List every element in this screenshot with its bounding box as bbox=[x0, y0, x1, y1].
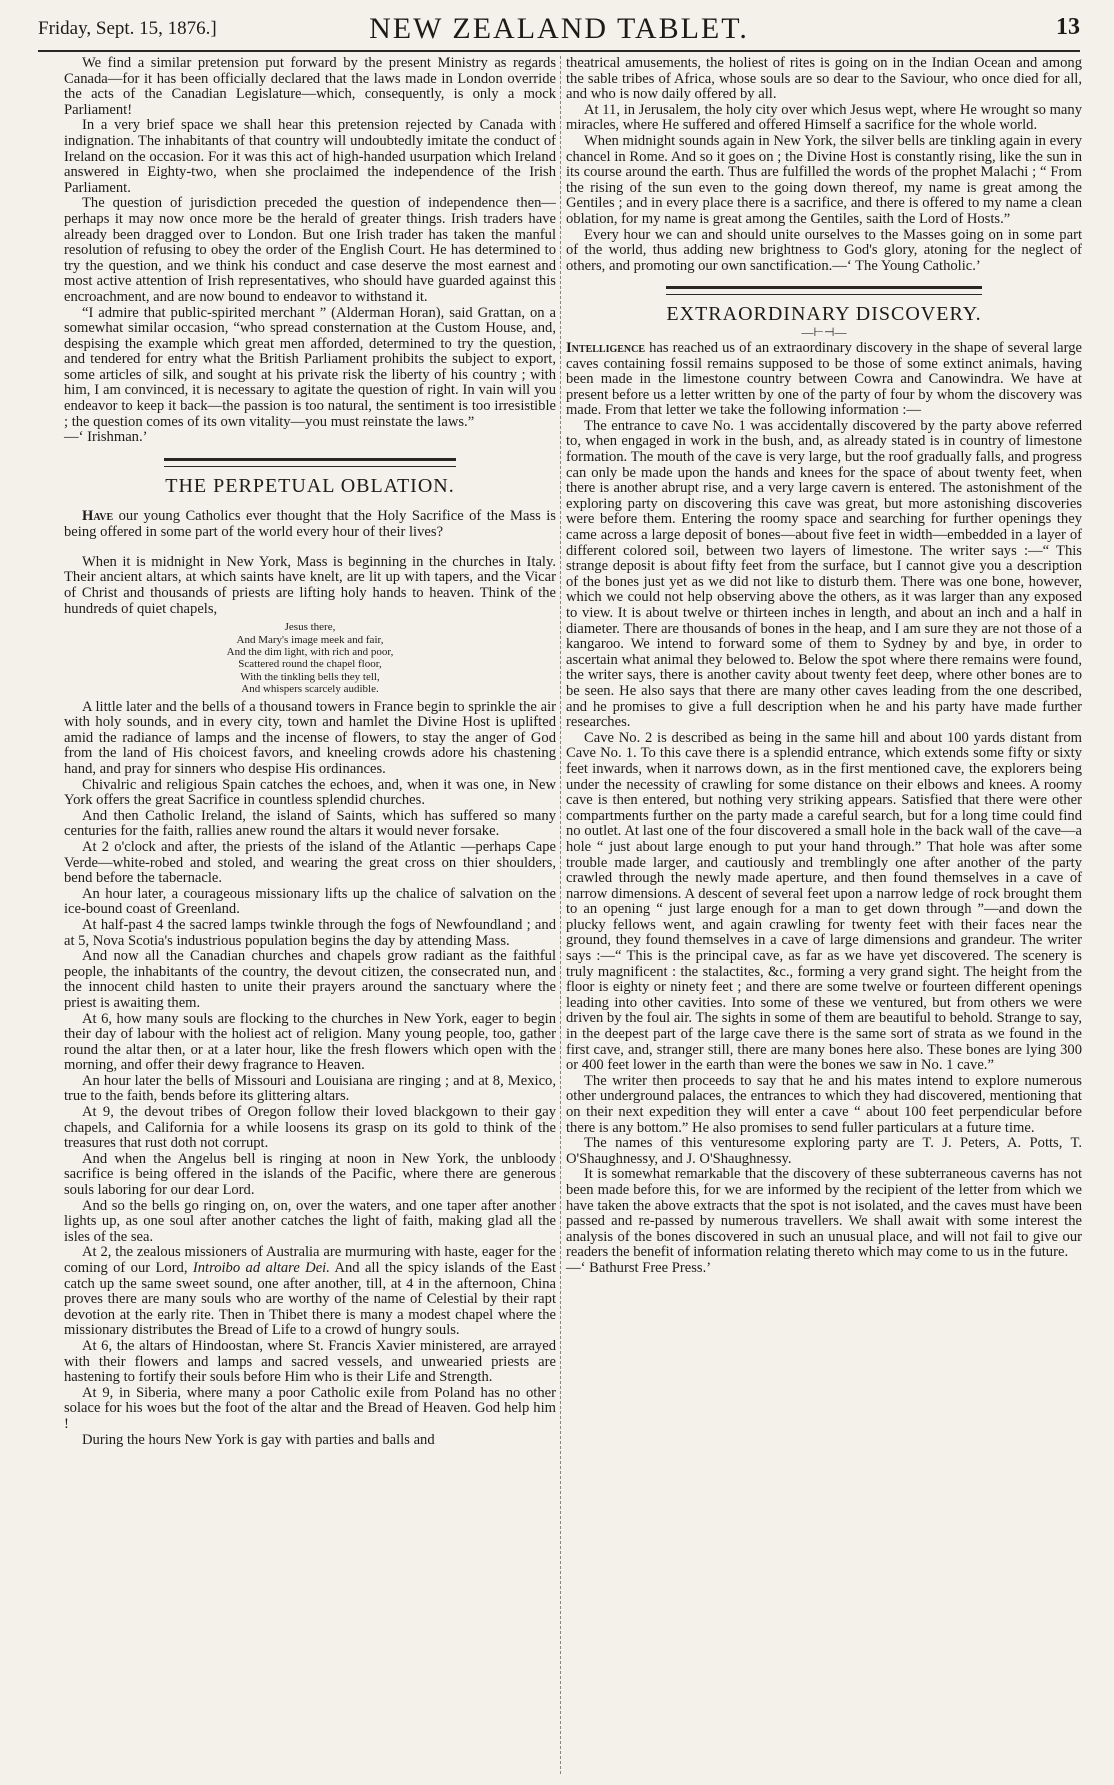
heading-ornament: —⊢⊣— bbox=[801, 324, 847, 339]
article-paragraph: And now all the Canadian churches and chapels grow radiant as the faithful people, the inhabitants of the country, the devout citizen, the consecrated nun, and the innocent child hasten to unite their prayers around the sanctuary where the priest is awaiting them. bbox=[64, 948, 556, 1011]
issue-date: Friday, Sept. 15, 1876.] bbox=[38, 18, 217, 39]
article-paragraph: A little later and the bells of a thousand towers in France begin to sprinkle the air with holy sounds, and in every city, town and hamlet the Divine Host is uplifted amid the radiance of lamps and the incense of flowers, to stay the anger of God from the land of His choicest favors, and kneeling crowds adore his chastening hand, and pray for sinners who despise His ordinances. bbox=[64, 698, 556, 777]
poem-line: With the tinkling bells they tell, bbox=[240, 670, 380, 683]
page-number: 13 bbox=[1056, 14, 1080, 40]
left-column bbox=[64, 56, 556, 1448]
article-paragraph: At 2 o'clock and after, the priests of the island of the Atlantic —perhaps Cape Verde—white-robed and stoled, and wearing the great cross on thier shoulders, bend before the tabernacle. bbox=[64, 838, 556, 887]
poem-line: And Mary's image meek and fair, bbox=[236, 633, 384, 646]
poem-line: Scattered round the chapel floor, bbox=[238, 658, 382, 671]
section-rule bbox=[666, 286, 982, 295]
article-paragraph: The entrance to cave No. 1 was accidentally discovered by the party above referred to, when engaged in work in the bush, and, as already stated is in country of limestone formation. The mouth of the cave is very large, but the roof gradually falls, and progress can only be made upon the hands and knees for the space of about twenty feet, when there is another abrupt rise, and a very large cavern is entered. The astonishment of the exploring party on discovering this cave was great, but more astonishing discoveries were before them. Entering the roomy space and searching for further openings they came across a large deposit of bones—about five feet in width—embedded in a layer of different colored soil, between two layers of limestone. The writer says :—“ This strange deposit is about fifty feet from the surface, but I cannot give you a description of the bones just yet as we did not like to disturb them. There was one bone, however, which we could not help observing above the others, as it was larger than any exposed to view. It is about twelve or thirteen inches in length, and about an inch and a half in diameter. There are thousands of bones in the heap, and I am sure they are not those of a kangaroo. We intend to forward some of them to Sydney by and bye, in order to ascertain what animal they belowed to. Below the spot where there remains were found, the writer says, there is another cavity about twenty feet deep, where other bones are to be seen. He also says that there are many other caves leading from the one described, and he promises to give a full description when he and his party have made further researches. bbox=[566, 417, 1082, 731]
article-heading-discovery: EXTRAORDINARY DISCOVERY. bbox=[666, 303, 982, 326]
article-paragraph: In a very brief space we shall hear this pretension rejected by Canada with indignation. The inhabitants of that country will undoubtedly imitate the conduct of Ireland on the occasion. For it was this act of high-handed usurpation which Ireland answered in Eighty-two, when she proclaimed the independence of the Irish Parliament. bbox=[64, 117, 556, 196]
right-column bbox=[566, 56, 1082, 1277]
article-paragraph: Chivalric and religious Spain catches the echoes, and, when it was one, in New York offers the great Sacrifice in countless splendid churches. bbox=[64, 776, 556, 809]
article-paragraph: And then Catholic Ireland, the island of Saints, which has suffered so many centuries for the faith, rallies anew round the altars it would never forsake. bbox=[64, 807, 556, 840]
article-paragraph: We find a similar pretension put forward by the present Ministry as regards Canada—for it has been officially declared that the laws made in London override the acts of the Canadian Legislature—which, consequently, is only a mock Parliament! bbox=[64, 55, 556, 118]
text-run: At 2, the zealous missioners of Australia are murmuring with haste, eager for the coming of our Lord, bbox=[64, 1244, 556, 1276]
lead-word: Intelligence bbox=[566, 339, 646, 356]
article-paragraph: At 11, in Jerusalem, the holy city over which Jesus wept, where He wrought so many miracles, where He suffered and offered Himself a sacrifice for the whole world. bbox=[566, 101, 1082, 134]
article-paragraph: The question of jurisdiction preceded the question of independence then—perhaps it may now once more be the herald of greater things. Irish traders have already been dragged over to London. But one Irish trader has taken the manful resolution of refusing to obey the order of the English Court. He has determined to try the question, and we think his conduct and case deserve the most earnest and most active attention of Irish representatives, who should have guarded against this encroachment, and are now bound to endeavor to withstand it. bbox=[64, 195, 556, 305]
section-rule bbox=[164, 458, 456, 467]
article-paragraph: At 9, in Siberia, where many a poor Catholic exile from Poland has no other solace for his woes but the foot of the altar and the Bread of Heaven. God help him ! bbox=[64, 1384, 556, 1432]
article-signature: —‘ Bathurst Free Press.’ bbox=[566, 1259, 712, 1276]
latin-phrase: Introibo ad altare Dei. bbox=[192, 1260, 330, 1276]
article-paragraph: An hour later the bells of Missouri and Louisiana are ringing ; and at 8, Mexico, true to the faith, bends before its glittering altars. bbox=[64, 1072, 556, 1105]
article-paragraph: And so the bells go ringing on, on, over the waters, and one taper after another lights up, as one soul after another catches the light of faith, making glad all the isles of the sea. bbox=[64, 1197, 556, 1245]
masthead bbox=[38, 4, 1080, 52]
article-continuation: theatrical amusements, the holiest of rites is going on in the Indian Ocean and among the sable tribes of Africa, whose souls are so dear to the Saviour, who once died for all, and who is now daily offered by all. bbox=[566, 55, 1082, 103]
article-paragraph: At 9, the devout tribes of Oregon follow their loved blackgown to their gay chapels, and California for a while loosens its grasp on its gold to think of the treasures that rust doth not corrupt. bbox=[64, 1104, 556, 1152]
article-paragraph: At 6, the altars of Hindoostan, where St. Francis Xavier ministered, are arrayed with their flowers and lamps and sacred vessels, and unwearied priests are hastening to fortify their souls before Him who is their Life and Strength. bbox=[64, 1337, 556, 1386]
article-paragraph: It is somewhat remarkable that the discovery of these subterraneous caverns has not been made before this, for we are informed by the recipient of the letter from which we have taken the above extracts that the spot is not isolated, and the caves must have been passed and re-passed by numerous travellers. We shall await with some interest the analysis of the bones discovered in such an unusual place, and will not fail to give our readers the benefit of information relating thereto which may come to us in the future. bbox=[566, 1166, 1082, 1261]
article-lead-paragraph bbox=[566, 341, 1082, 419]
article-paragraph: The names of this venturesome exploring party are T. J. Peters, A. Potts, T. O'Shaughnessy, and J. O'Shaughnessy. bbox=[566, 1135, 1082, 1167]
text-run: And all the spicy islands of the East catch up the same sweet sound, one after another, till, at 4 in the afternoon, China proves there are many souls who are worthy of the name of Celestial by their rapt devotion at the early rite. Then in Thibet there is many a modest chapel where the missionary distributes the Bread of Life to a crowd of hungry souls. bbox=[64, 1260, 557, 1339]
article-paragraph: At half-past 4 the sacred lamps twinkle through the fogs of Newfoundland ; and at 5, Nova Scotia's industrious population begins the day by attending Mass. bbox=[64, 916, 556, 949]
poem-line: And the dim light, with rich and poor, bbox=[226, 646, 394, 658]
newspaper-title: NEW ZEALAND TABLET. bbox=[369, 12, 749, 45]
lead-word: Have bbox=[82, 508, 114, 525]
article-signature: —‘ Irishman.’ bbox=[64, 429, 148, 446]
lead-text: our young Catholics ever thought that the Holy Sacrifice of the Mass is being offered in some part of the world every hour of their lives? bbox=[64, 508, 556, 540]
article-paragraph: During the hours New York is gay with parties and balls and bbox=[82, 1431, 435, 1448]
poem-line: And whispers scarcely audible. bbox=[241, 683, 379, 696]
article-paragraph: “I admire that public-spirited merchant ” (Alderman Horan), said Grattan, on a somewhat similar occasion, “who spread consternation at the Custom House, and, despising the example which great men afforded, determined to try the question, and tendered for entry what the British Parliament prohibits the subject to export, some articles of silk, and sought at his private risk the liberty of his country ; with him, I am convinced, it is necessary to agitate the question of right. In vain will you endeavor to keep it back—the passion is too natural, the sentiment is too irresistible ; the question comes of its own vitality—you must reinstate the laws.” bbox=[64, 304, 556, 430]
poem-line: Jesus there, bbox=[284, 621, 336, 634]
article-paragraph: When midnight sounds again in New York, the silver bells are tinkling again in every chancel in Rome. And so it goes on ; the Divine Host is constantly rising, like the sun in its course around the earth. Thus are fulfilled the words of the prophet Malachi ; “ From the rising of the sun even to the going down thereof, my name is great among the Gentiles ; and in every place there is a sacrifice, and there is offered to my name a clean oblation, for my name is great among the Gentiles, saith the Lord of Hosts.” bbox=[566, 132, 1082, 227]
article-paragraph: At 6, how many souls are flocking to the churches in New York, eager to begin their day of labour with the holiest act of religion. Many young people, too, gather round the altar then, or at a later hour, like the fresh flowers which open with the morning, and offer their dewy fragrance to Heaven. bbox=[64, 1010, 556, 1074]
article-paragraph: When it is midnight in New York, Mass is beginning in the churches in Italy. Their ancient altars, at which saints have knelt, are lit up with tapers, and the Vicar of Christ and thousands of priests are lifting holy hands to heaven. Think of the hundreds of quiet chapels, bbox=[64, 553, 556, 617]
article-lead-paragraph bbox=[64, 509, 556, 540]
article-heading-oblation: THE PERPETUAL OBLATION. bbox=[165, 474, 455, 497]
lead-text: has reached us of an extraordinary discovery in the shape of several large caves containing fossil remains supposed to be those of some extinct animals, having been made in the limestone country between Cowra and Canowindra. We have at present before us a letter written by one of the party of four by whom the discovery was made. From that letter we take the following information :— bbox=[566, 339, 1082, 419]
article-paragraph: An hour later, a courageous missionary lifts up the chalice of salvation on the ice-bound coast of Greenland. bbox=[64, 885, 556, 918]
article-paragraph: Cave No. 2 is described as being in the same hill and about 100 yards distant from Cave No. 1. To this cave there is a splendid entrance, which extends some fifty or sixty feet inwards, when it narrows down, as in the first mentioned cave, the explorers being under the necessity of crawling for some distance on their elbows and knees. A roomy cave is then entered, but nothing very striking appears. Satisfied that there were other compartments further on the party made a careful search, but for a long time could find no outlet. At last one of the four discovered a small hole in the back wall of the cave—a hole “ just about large enough to put your hand through.” That hole was after some trouble made larger, and cautiously and tremblingly one after another of the party crawled through the newly made aperture, and then found themselves in a cave of narrow dimensions. A descent of several feet upon a narrow ledge of rock brought them to an opening “ just large enough for a man to get down through ”—and down the plucky fellows went, and again crawling for twenty feet with their faces near the ground, they found themselves in a cave of large dimensions and grandeur. The writer says :—“ This is the principal cave, as far as we have yet discovered. The scenery is truly magnificent : the stalactites, &c., forming a very grand sight. The height from the floor is eighty or ninety feet ; and there are some twelve or fourteen different openings leading into other cavities. Into some of these we ventured, but from others we were driven by the foul air. The sights in some of them are beautiful to behold. Strange to say, in the deepest part of the large cave there is the same sort of strata as we found in the first cave, and, stranger still, there are many bones here also. These bones are lying 300 or 400 feet lower in the earth than were the bones we saw in No. 1 cave.” bbox=[566, 729, 1082, 1074]
column-divider bbox=[560, 56, 562, 1774]
article-paragraph: Every hour we can and should unite ourselves to the Masses going on in some part of the world, thus adding new brightness to God's glory, atoning for the neglect of others, and promoting our own sanctification.—‘ The Young Catholic.’ bbox=[566, 226, 1082, 274]
article-paragraph: And when the Angelus bell is ringing at noon in New York, the unbloody sacrifice is being offered in the islands of the Pacific, where there are generous souls laboring for our dear Lord. bbox=[64, 1150, 556, 1199]
article-paragraph bbox=[64, 1245, 556, 1339]
article-paragraph: The writer then proceeds to say that he and his mates intend to explore numerous other underground palaces, the entrances to which they had discovered, mentioning that on their next expedition they will enter a cave “ about 100 feet perpendicular before there is any bottom.” He also promises to send fuller particulars at a future time. bbox=[566, 1072, 1082, 1136]
poem-verse bbox=[64, 621, 556, 695]
